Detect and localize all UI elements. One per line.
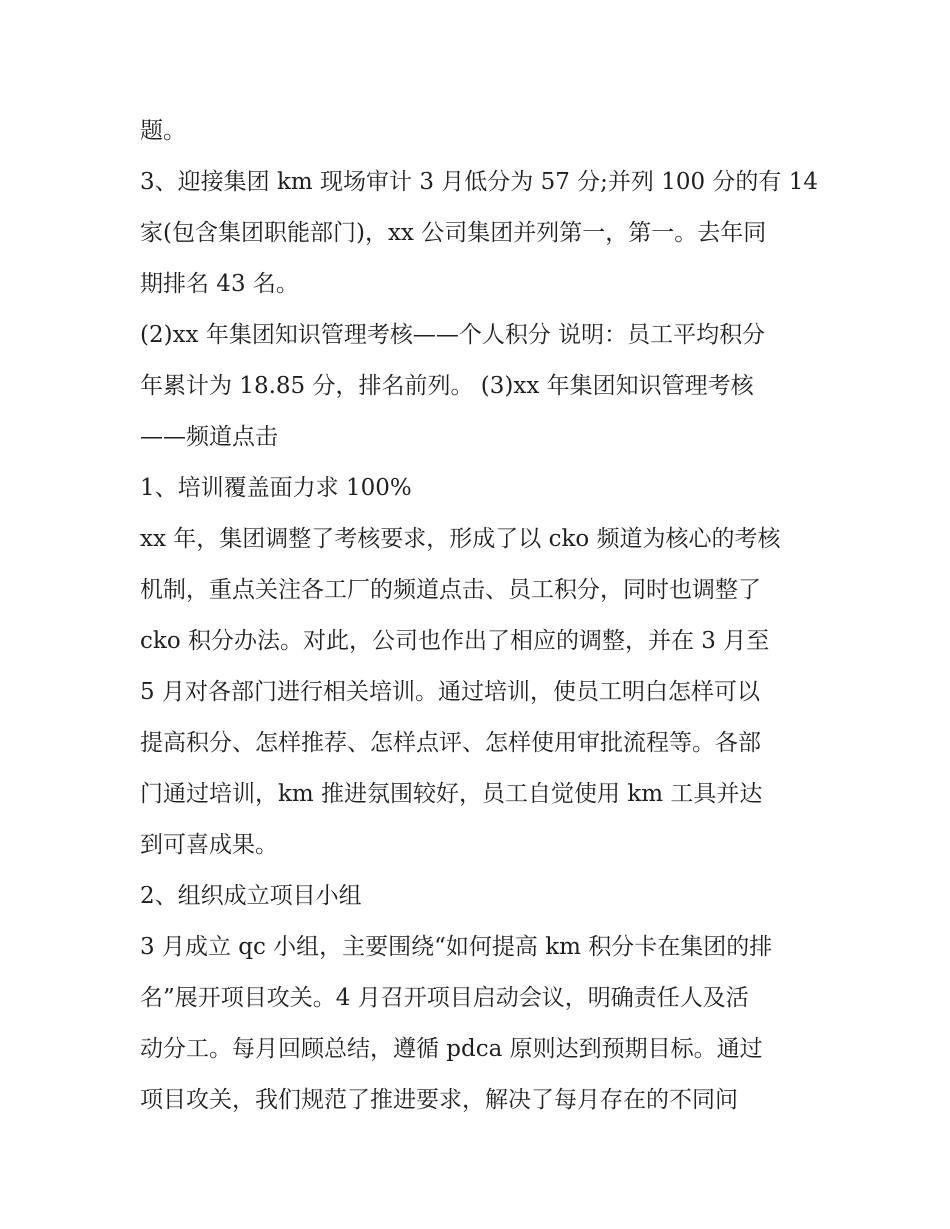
text-line: 门通过培训，km 推进氛围较好，员工自觉使用 km 工具并达 — [140, 781, 763, 807]
text-line: 3、迎接集团 km 现场审计 3 月低分为 57 分;并列 100 分的有 14 — [140, 169, 818, 195]
text-line: 3 月成立 qc 小组，主要围绕“如何提高 km 积分卡在集团的排 — [140, 934, 773, 960]
text-line: 期排名 43 名。 — [140, 271, 299, 297]
text-line: 名”展开项目攻关。4 月召开项目启动会议，明确责任人及活 — [140, 985, 749, 1011]
text-line: 5 月对各部门进行相关培训。通过培训，使员工明白怎样可以 — [140, 679, 760, 705]
text-line: 动分工。每月回顾总结，遵循 pdca 原则达到预期目标。通过 — [140, 1036, 763, 1062]
text-line: (2)xx 年集团知识管理考核——个人积分 说明：员工平均积分 — [140, 322, 766, 348]
text-line: 家(包含集团职能部门)，xx 公司集团并列第一，第一。去年同 — [140, 220, 767, 246]
text-line: 1、培训覆盖面力求 100% — [140, 475, 412, 501]
text-line: 机制，重点关注各工厂的频道点击、员工积分，同时也调整了 — [140, 577, 761, 603]
text-line: xx 年，集团调整了考核要求，形成了以 cko 频道为核心的考核 — [140, 526, 781, 552]
text-line: 项目攻关，我们规范了推进要求，解决了每月存在的不同问 — [140, 1087, 738, 1113]
text-line: 提高积分、怎样推荐、怎样点评、怎样使用审批流程等。各部 — [140, 730, 761, 756]
text-line: 到可喜成果。 — [140, 832, 278, 858]
document-body — [140, 106, 820, 1126]
text-line: 年累计为 18.85 分，排名前列。 (3)xx 年集团知识管理考核 — [140, 373, 754, 399]
text-line: cko 积分办法。对此，公司也作出了相应的调整，并在 3 月至 — [140, 628, 770, 654]
text-line: ——频道点击 — [140, 424, 278, 450]
text-line: 题。 — [140, 118, 186, 144]
text-line: 2、组织成立项目小组 — [140, 883, 362, 909]
